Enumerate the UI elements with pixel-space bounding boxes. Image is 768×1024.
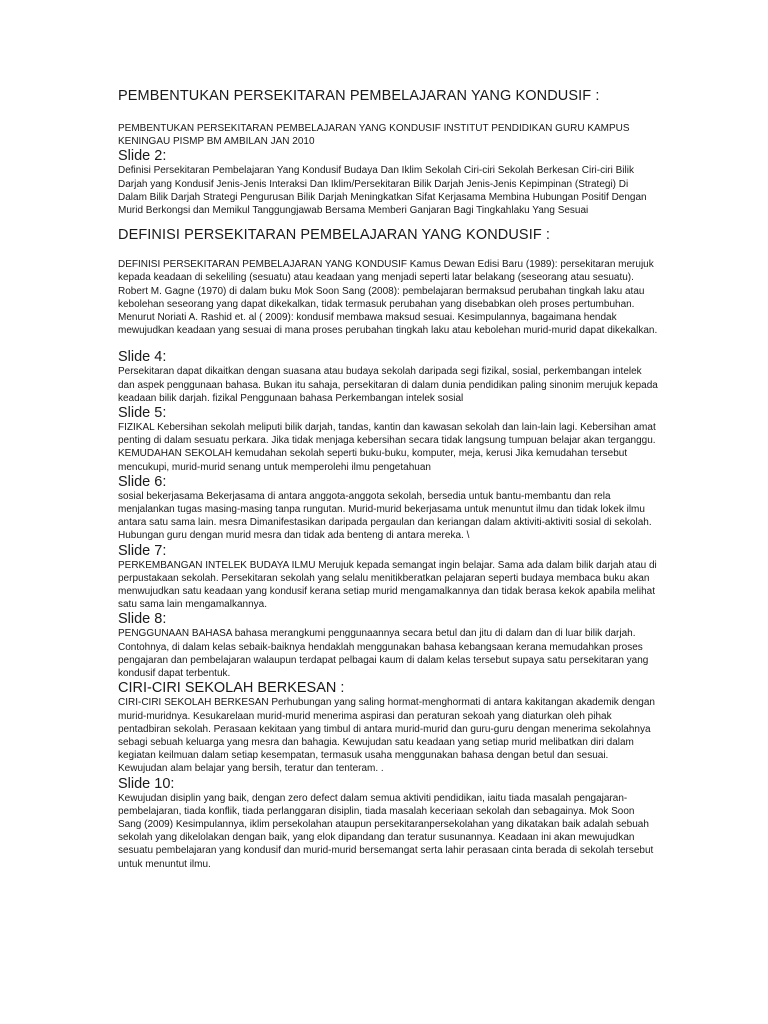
ciri-ciri-heading: CIRI-CIRI SEKOLAH BERKESAN : bbox=[118, 680, 345, 697]
slide-4-heading: Slide 4: bbox=[118, 349, 167, 366]
slide-7-heading: Slide 7: bbox=[118, 542, 167, 559]
slide-5-text: FIZIKAL Kebersihan sekolah meliputi bilik darjah, tandas, kantin dan kawasan sekolah dan lain-lain lagi. Kebersihan amat penting di dalam sesuatu perkara. Jika tidak menjaga kebersihan secara tidak langsung tumpuan belajar akan terganggu. KEMUDAHAN SEKOLAH kemudahan sekolah seperti buku-buku, komputer, meja, kerusi Jika kemudahan tersebut mencukupi, murid-murid senang untuk memperolehi ilmu pengetahuan bbox=[118, 422, 656, 473]
slide-6-text: sosial bekerjasama Bekerjasama di antara anggota-anggota sekolah, bersedia untuk bantu-membantu dan rela menjalankan tugas masing-masing tanpa rungutan. Murid-murid bekerjasama untuk menuntut ilmu dan tidak lokek ilmu antara satu sama lain. mesra Dimanifestasikan daripada pergaulan dan keriangan dalam aktiviti-aktiviti sosial di sekolah. Hubungan guru dengan murid mesra dan tidak ada benteng di antara mereka. \ bbox=[118, 490, 652, 542]
slide-8-heading: Slide 8: bbox=[118, 611, 167, 628]
definisi-text: DEFINISI PERSEKITARAN PEMBELAJARAN YANG KONDUSIF Kamus Dewan Edisi Baru (1989): persekitaran merujuk kepada keadaan di sekeliling (sesuatu) atau keadaan yang menjadi seperti latar belakang (seseorang atau sesuatu). Robert M. Gagne (1970) di dalam buku Mok Soon Sang (2008): pembelajaran bermaksud perubahan tingkah laku atau kebolehan seseorang yang dapat dikekalkan, tidak termasuk perubahan yang disebabkan oleh proses pertumbuhan. Menurut Noriati A. Rashid et. al ( 2009): kondusif membawa maksud sesuai. Kesimpulannya, bagaimana hendak mewujudkan keadaan yang sesuai di mana proses perubahan tingkah laku atau kebolehan murid-murid dapat dikekalkan. bbox=[118, 259, 658, 337]
document-page bbox=[118, 88, 658, 871]
intro-text: PEMBENTUKAN PERSEKITARAN PEMBELAJARAN YANG KONDUSIF INSTITUT PENDIDIKAN GURU KAMPUS KENINGAU PISMP BM AMBILAN JAN 2010 bbox=[118, 123, 630, 148]
slide-8-text: PENGGUNAAN BAHASA bahasa merangkumi penggunaannya secara betul dan jitu di dalam dan di luar bilik darjah. Contohnya, di dalam kelas sebaik-baiknya hendaklah menggunakan bahasa kebangsaan kerana memudahkan proses pengajaran dan pembelajaran walaupun terdapat pelbagai kaum di dalam kelas tersebut supaya satu persekitaran yang kondusif dapat terbentuk. bbox=[118, 628, 649, 680]
slide-10-heading: Slide 10: bbox=[118, 775, 175, 792]
ciri-ciri-text: CIRI-CIRI SEKOLAH BERKESAN Perhubungan yang saling hormat-menghormati di antara kakitangan akademik dengan murid-muridnya. Kesukarelaan murid-murid menerima aspirasi dan peraturan sekoah yang diaturkan oleh pihak pentadbiran sekolah. Perasaan kekitaan yang timbul di antara murid-murid dan guru-guru dengan menerima sekolahnya sebagi sebuah keluarga yang mesra dan bahagia. Kewujudan satu keadaan yang setiap murid melibatkan diri dalam kegiatan keilmuan dalam setiap kesempatan, termasuk usaha menggunakan bahasa dengan betul dan sesuai. Kewujudan alam belajar yang bersih, teratur dan tenteram. . bbox=[118, 697, 655, 775]
slide-5-heading: Slide 5: bbox=[118, 405, 167, 422]
slide-6-heading: Slide 6: bbox=[118, 473, 167, 490]
slide-2-heading: Slide 2: bbox=[118, 148, 167, 165]
document-title: PEMBENTUKAN PERSEKITARAN PEMBELAJARAN YANG KONDUSIF : bbox=[118, 88, 600, 104]
slide-2-text: Definisi Persekitaran Pembelajaran Yang Kondusif Budaya Dan Iklim Sekolah Ciri-ciri Sekolah Berkesan Ciri-ciri Bilik Darjah yang Kondusif Jenis-Jenis Interaksi Dan Iklim/Persekitaran Bilik Darjah Jenis-Jenis Kepimpinan (Strategi) Di Dalam Bilik Darjah Strategi Pengurusan Bilik Darjah Meningkatkan Sifat Kerjasama Membina Hubungan Positif Dengan Murid Berkongsi dan Memikul Tanggungjawab Bersama Memberi Ganjaran Bagi Tingkahlaku Yang Sesuai bbox=[118, 165, 647, 217]
slide-7-text: PERKEMBANGAN INTELEK BUDAYA ILMU Merujuk kepada semangat ingin belajar. Sama ada dalam bilik darjah atau di perpustakaan sekolah. Persekitaran sekolah yang selalu menitikberatkan pelajaran seperti budaya membaca buku akan menwujudkan satu keadaan yang kondusif kerana setiap murid mengamalkannya dan tidak berasa kekok apabila melihat satu sama lain mengamalkannya. bbox=[118, 559, 657, 611]
definisi-heading: DEFINISI PERSEKITARAN PEMBELAJARAN YANG KONDUSIF : bbox=[118, 227, 551, 244]
slide-10-text: Kewujudan disiplin yang baik, dengan zero defect dalam semua aktiviti pendidikan, iaitu tiada masalah pengajaran-pembelajaran, tiada konflik, tiada perlanggaran disiplin, tiada masalah keceriaan sekolah dan sebagainya. Mok Soon Sang (2009) Kesimpulannya, iklim persekolahan ataupun persekitaranpersekolahan yang dikatakan baik adalah sebuah sekolah yang dikelolakan dengan baik, yang elok dipandang dan teratur susunannya. Keadaan ini akan mewujudkan sesuatu pembelajaran yang kondusif dan murid-murid bersemangat serta lahir perasaan cinta berada di sekolah tersebut untuk menuntut ilmu. bbox=[118, 792, 654, 870]
slide-4-text: Persekitaran dapat dikaitkan dengan suasana atau budaya sekolah daripada segi fizikal, sosial, perkembangan intelek dan aspek penggunaan bahasa. Bukan itu sahaja, persekitaran di dalam dunia pendidikan paling sinonim merujuk kepada keadaan bilik darjah. fizikal Penggunaan bahasa Perkembangan intelek sosial bbox=[118, 366, 658, 404]
